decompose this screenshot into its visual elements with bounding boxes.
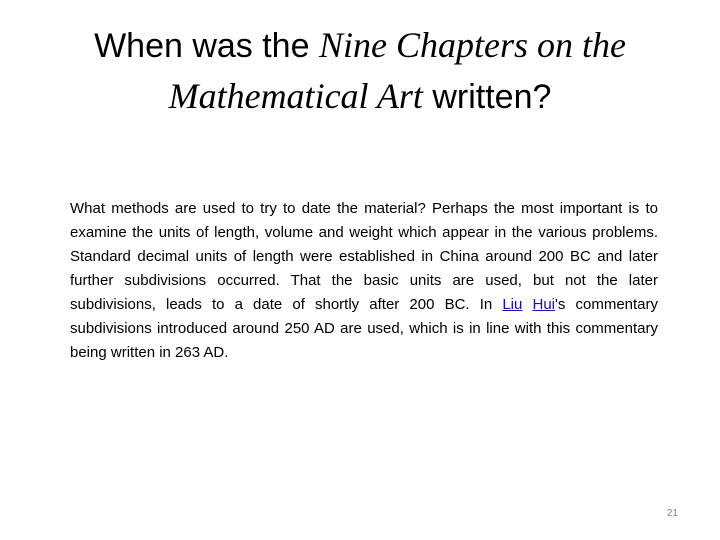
title-text-end: written?: [422, 78, 552, 116]
title-book-name-line1: Nine Chapters on the: [318, 25, 626, 65]
body-text-after-link: 's commentary subdivisions introduced around 250 AD are used, which is in line with this commentary being written in 263 AD.: [70, 296, 659, 361]
body-paragraph: [70, 197, 658, 365]
body-text-before-link: What methods are used to try to date the material? Perhaps the most important is to examine the units of length, volume and weight which appear in the various problems. Standard decimal units of length were established in China around 200 BC and later further subdivisions occurred. That the basic units are used, but not the later subdivisions, leads to a date of shortly after 200 BC. In: [70, 200, 658, 313]
liu-hui-link-part2[interactable]: Hui: [532, 296, 555, 313]
slide-number: 21: [666, 508, 678, 519]
title-text-start: When was the: [94, 27, 319, 65]
liu-hui-link-part1[interactable]: Liu: [502, 296, 523, 313]
slide-title: [30, 20, 690, 122]
title-book-name-line2: Mathematical Art: [168, 76, 423, 116]
